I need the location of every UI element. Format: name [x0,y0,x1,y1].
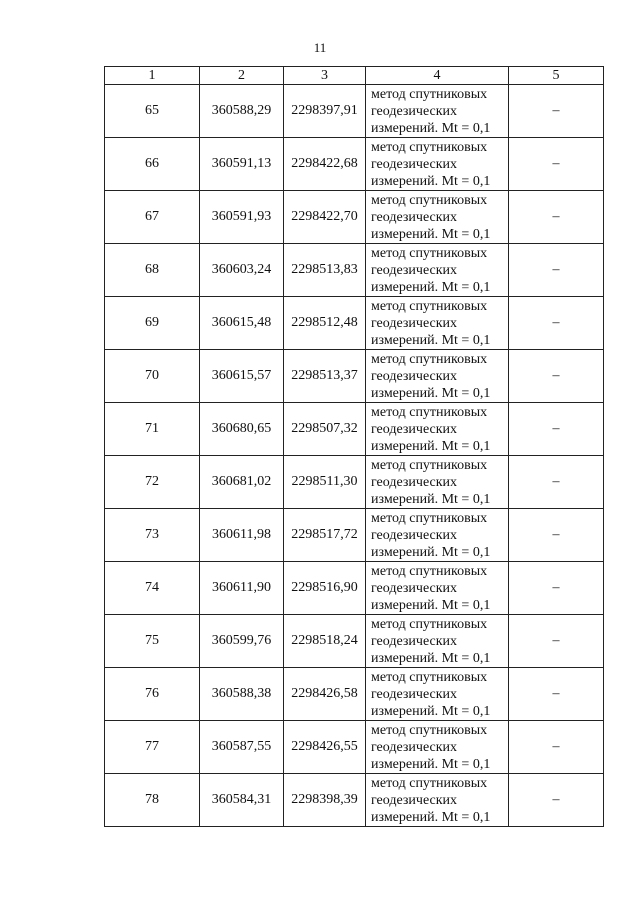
method-text-line: метод спутниковых [371,510,488,526]
note-cell: – [509,85,604,138]
table-row [105,509,604,562]
method-cell [366,509,509,562]
table-header [105,67,604,85]
x-coordinate-cell: 360680,65 [200,403,284,456]
method-cell [366,85,509,138]
note-cell: – [509,297,604,350]
point-number-cell: 74 [105,562,200,615]
header-col-4: 4 [366,67,509,85]
method-text-line: метод спутниковых [371,404,488,420]
method-cell [366,244,509,297]
method-text-line: измерений. Mt = 0,1 [371,544,491,560]
header-col-3: 3 [284,67,366,85]
point-number-cell: 71 [105,403,200,456]
method-text-line: геодезических [371,368,458,384]
note-cell: – [509,721,604,774]
table-row [105,191,604,244]
method-text-line: метод спутниковых [371,139,488,155]
y-coordinate-cell: 2298397,91 [284,85,366,138]
header-col-2: 2 [200,67,284,85]
table-row [105,774,604,827]
note-cell: – [509,456,604,509]
x-coordinate-cell: 360591,13 [200,138,284,191]
method-cell [366,774,509,827]
y-coordinate-cell: 2298517,72 [284,509,366,562]
method-text-line: геодезических [371,156,458,172]
y-coordinate-cell: 2298422,68 [284,138,366,191]
header-col-5: 5 [509,67,604,85]
x-coordinate-cell: 360588,29 [200,85,284,138]
method-text-line: метод спутниковых [371,775,488,791]
y-coordinate-cell: 2298507,32 [284,403,366,456]
y-coordinate-cell: 2298513,37 [284,350,366,403]
x-coordinate-cell: 360681,02 [200,456,284,509]
method-text-line: метод спутниковых [371,86,488,102]
table-row [105,244,604,297]
note-cell: – [509,191,604,244]
x-coordinate-cell: 360587,55 [200,721,284,774]
table-row [105,350,604,403]
method-text-line: геодезических [371,633,458,649]
point-number-cell: 68 [105,244,200,297]
method-text-line: измерений. Mt = 0,1 [371,332,491,348]
method-text-line: измерений. Mt = 0,1 [371,756,491,772]
method-text-line: геодезических [371,315,458,331]
x-coordinate-cell: 360584,31 [200,774,284,827]
method-text-line: измерений. Mt = 0,1 [371,173,491,189]
y-coordinate-cell: 2298426,58 [284,668,366,721]
method-cell [366,562,509,615]
point-number-cell: 70 [105,350,200,403]
note-cell: – [509,403,604,456]
table-row [105,562,604,615]
point-number-cell: 76 [105,668,200,721]
point-number-cell: 78 [105,774,200,827]
note-cell: – [509,668,604,721]
header-col-1: 1 [105,67,200,85]
method-text-line: измерений. Mt = 0,1 [371,385,491,401]
method-text-line: метод спутниковых [371,563,488,579]
table-row [105,456,604,509]
point-number-cell: 73 [105,509,200,562]
y-coordinate-cell: 2298511,30 [284,456,366,509]
page-number: 11 [313,40,327,55]
note-cell: – [509,138,604,191]
method-text-line: измерений. Mt = 0,1 [371,703,491,719]
method-cell [366,721,509,774]
x-coordinate-cell: 360611,98 [200,509,284,562]
note-cell: – [509,509,604,562]
method-text-line: измерений. Mt = 0,1 [371,120,491,136]
table-row [105,138,604,191]
y-coordinate-cell: 2298516,90 [284,562,366,615]
method-text-line: геодезических [371,209,458,225]
method-text-line: метод спутниковых [371,351,488,367]
method-text-line: геодезических [371,421,458,437]
y-coordinate-cell: 2298426,55 [284,721,366,774]
method-cell [366,615,509,668]
method-text-line: метод спутниковых [371,298,488,314]
y-coordinate-cell: 2298422,70 [284,191,366,244]
method-text-line: измерений. Mt = 0,1 [371,491,491,507]
note-cell: – [509,615,604,668]
method-cell [366,191,509,244]
x-coordinate-cell: 360615,57 [200,350,284,403]
x-coordinate-cell: 360611,90 [200,562,284,615]
method-text-line: метод спутниковых [371,616,488,632]
header-row [105,67,604,85]
y-coordinate-cell: 2298398,39 [284,774,366,827]
method-cell [366,403,509,456]
coordinates-table [104,66,604,827]
y-coordinate-cell: 2298518,24 [284,615,366,668]
method-text-line: геодезических [371,474,458,490]
note-cell: – [509,562,604,615]
method-text-line: метод спутниковых [371,722,488,738]
point-number-cell: 69 [105,297,200,350]
point-number-cell: 77 [105,721,200,774]
method-text-line: измерений. Mt = 0,1 [371,279,491,295]
point-number-cell: 72 [105,456,200,509]
point-number-cell: 65 [105,85,200,138]
table-row [105,721,604,774]
table-row [105,668,604,721]
method-text-line: геодезических [371,739,458,755]
method-text-line: метод спутниковых [371,457,488,473]
method-text-line: геодезических [371,262,458,278]
method-text-line: метод спутниковых [371,669,488,685]
method-cell [366,456,509,509]
method-text-line: геодезических [371,103,458,119]
method-text-line: измерений. Mt = 0,1 [371,809,491,825]
method-text-line: геодезических [371,527,458,543]
note-cell: – [509,350,604,403]
table-row [105,403,604,456]
table-body [105,85,604,827]
method-text-line: измерений. Mt = 0,1 [371,597,491,613]
point-number-cell: 66 [105,138,200,191]
table-row [105,615,604,668]
method-text-line: геодезических [371,686,458,702]
table-row [105,85,604,138]
method-text-line: метод спутниковых [371,245,488,261]
method-cell [366,297,509,350]
method-text-line: метод спутниковых [371,192,488,208]
x-coordinate-cell: 360603,24 [200,244,284,297]
table-row [105,297,604,350]
method-text-line: измерений. Mt = 0,1 [371,650,491,666]
method-text-line: геодезических [371,580,458,596]
note-cell: – [509,244,604,297]
y-coordinate-cell: 2298512,48 [284,297,366,350]
method-text-line: измерений. Mt = 0,1 [371,438,491,454]
y-coordinate-cell: 2298513,83 [284,244,366,297]
method-cell [366,138,509,191]
method-cell [366,668,509,721]
point-number-cell: 75 [105,615,200,668]
x-coordinate-cell: 360599,76 [200,615,284,668]
x-coordinate-cell: 360615,48 [200,297,284,350]
method-cell [366,350,509,403]
x-coordinate-cell: 360588,38 [200,668,284,721]
method-text-line: геодезических [371,792,458,808]
x-coordinate-cell: 360591,93 [200,191,284,244]
point-number-cell: 67 [105,191,200,244]
method-text-line: измерений. Mt = 0,1 [371,226,491,242]
note-cell: – [509,774,604,827]
